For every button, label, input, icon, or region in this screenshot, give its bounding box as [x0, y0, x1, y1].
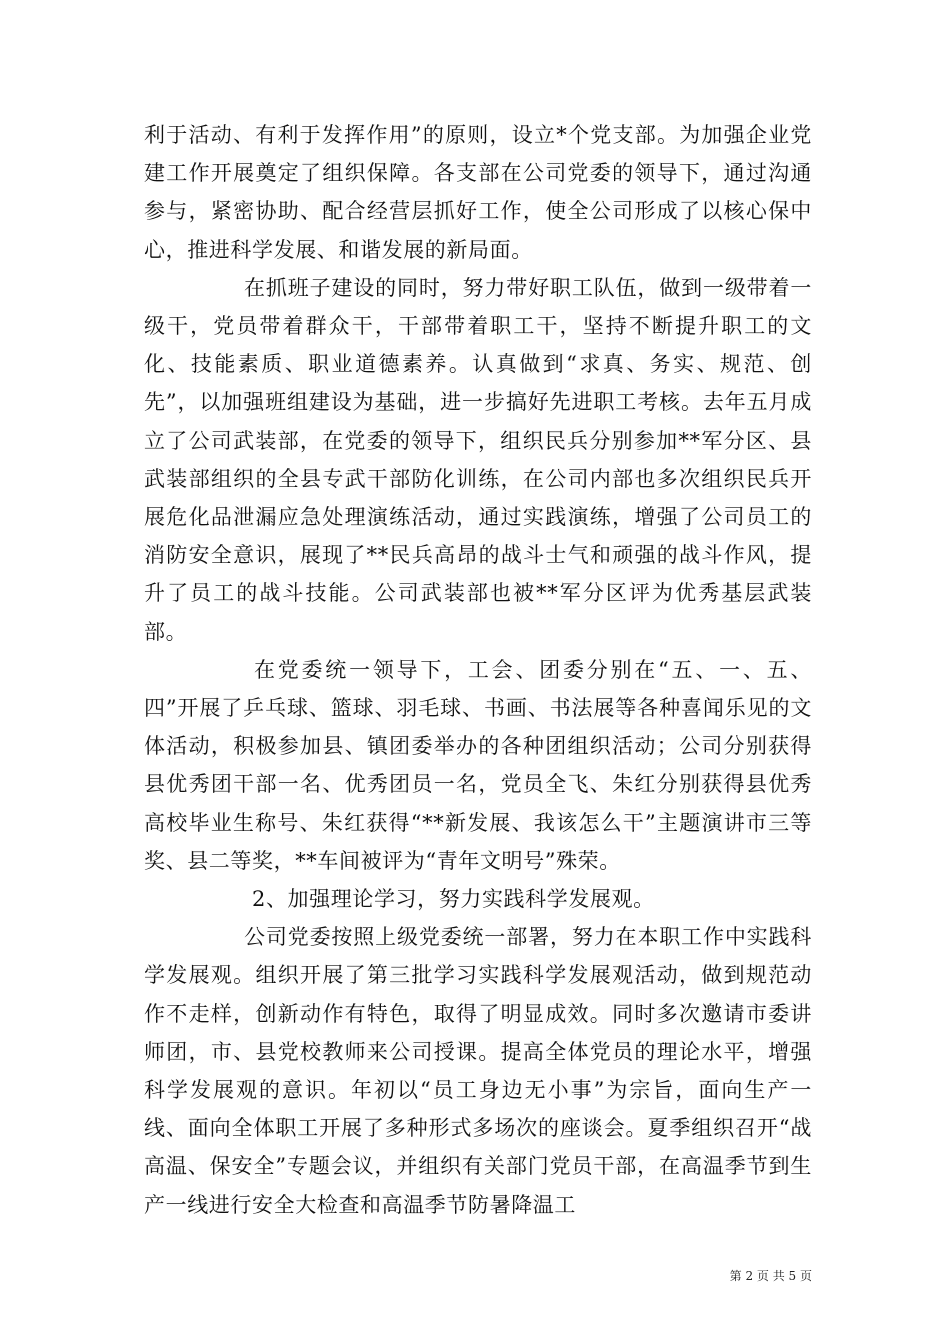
- page-number-footer: 第 2 页 共 5 页: [729, 1269, 812, 1283]
- section-heading-theory-study: 2、加强理论学习，努力实践科学发展观。: [252, 887, 655, 912]
- paragraph-party-branch-setup: 利于活动、有利于发挥作用”的原则，设立*个党支部。为加强企业党建工作开展奠定了组织保障。各支部在公司党委的领导下，通过沟通参与，紧密协助、配合经营层抓好工作，使全公司形成了以核心保中心，推进科学发展、和谐发展的新局面。: [144, 123, 812, 262]
- paragraph-scientific-development: 公司党委按照上级党委统一部署，努力在本职工作中实践科学发展观。组织开展了第三批学习实践科学发展观活动，做到规范动作不走样，创新动作有特色，取得了明显成效。同时多次邀请市委讲师团，市、县党校教师来公司授课。提高全体党员的理论水平，增强科学发展观的意识。年初以“员工身边无小事”为宗旨，面向生产一线、面向全体职工开展了多种形式多场次的座谈会。夏季组织召开“战高温、保安全”专题会议，并组织有关部门党员干部，在高温季节到生产一线进行安全大检查和高温季节防暑降温工: [144, 925, 812, 1217]
- document-body: [144, 116, 812, 1224]
- paragraph-workforce-building: 在抓班子建设的同时，努力带好职工队伍，做到一级带着一级干，党员带着群众干，干部带着职工干，坚持不断提升职工的文化、技能素质、职业道德素养。认真做到“求真、务实、规范、创先”，以加强班组建设为基础，进一步搞好先进职工考核。去年五月成立了公司武装部，在党委的领导下，组织民兵分别参加**军分区、县武装部组织的全县专武干部防化训练，在公司内部也多次组织民兵开展危化品泄漏应急处理演练活动，通过实践演练，增强了公司员工的消防安全意识，展现了**民兵高昂的战斗士气和顽强的战斗作风，提升了员工的战斗技能。公司武装部也被**军分区评为优秀基层武装部。: [144, 275, 812, 644]
- paragraph-union-activities: 在党委统一领导下，工会、团委分别在“五、一、五、四”开展了乒乓球、篮球、羽毛球、书画、书法展等各种喜闻乐见的文体活动，积极参加县、镇团委举办的各种团组织活动；公司分别获得县优秀团干部一名、优秀团员一名，党员全飞、朱红分别获得县优秀高校毕业生称号、朱红获得“**新发展、我该怎么干”主题演讲市三等奖、县二等奖，**车间被评为“青年文明号”殊荣。: [144, 657, 812, 873]
